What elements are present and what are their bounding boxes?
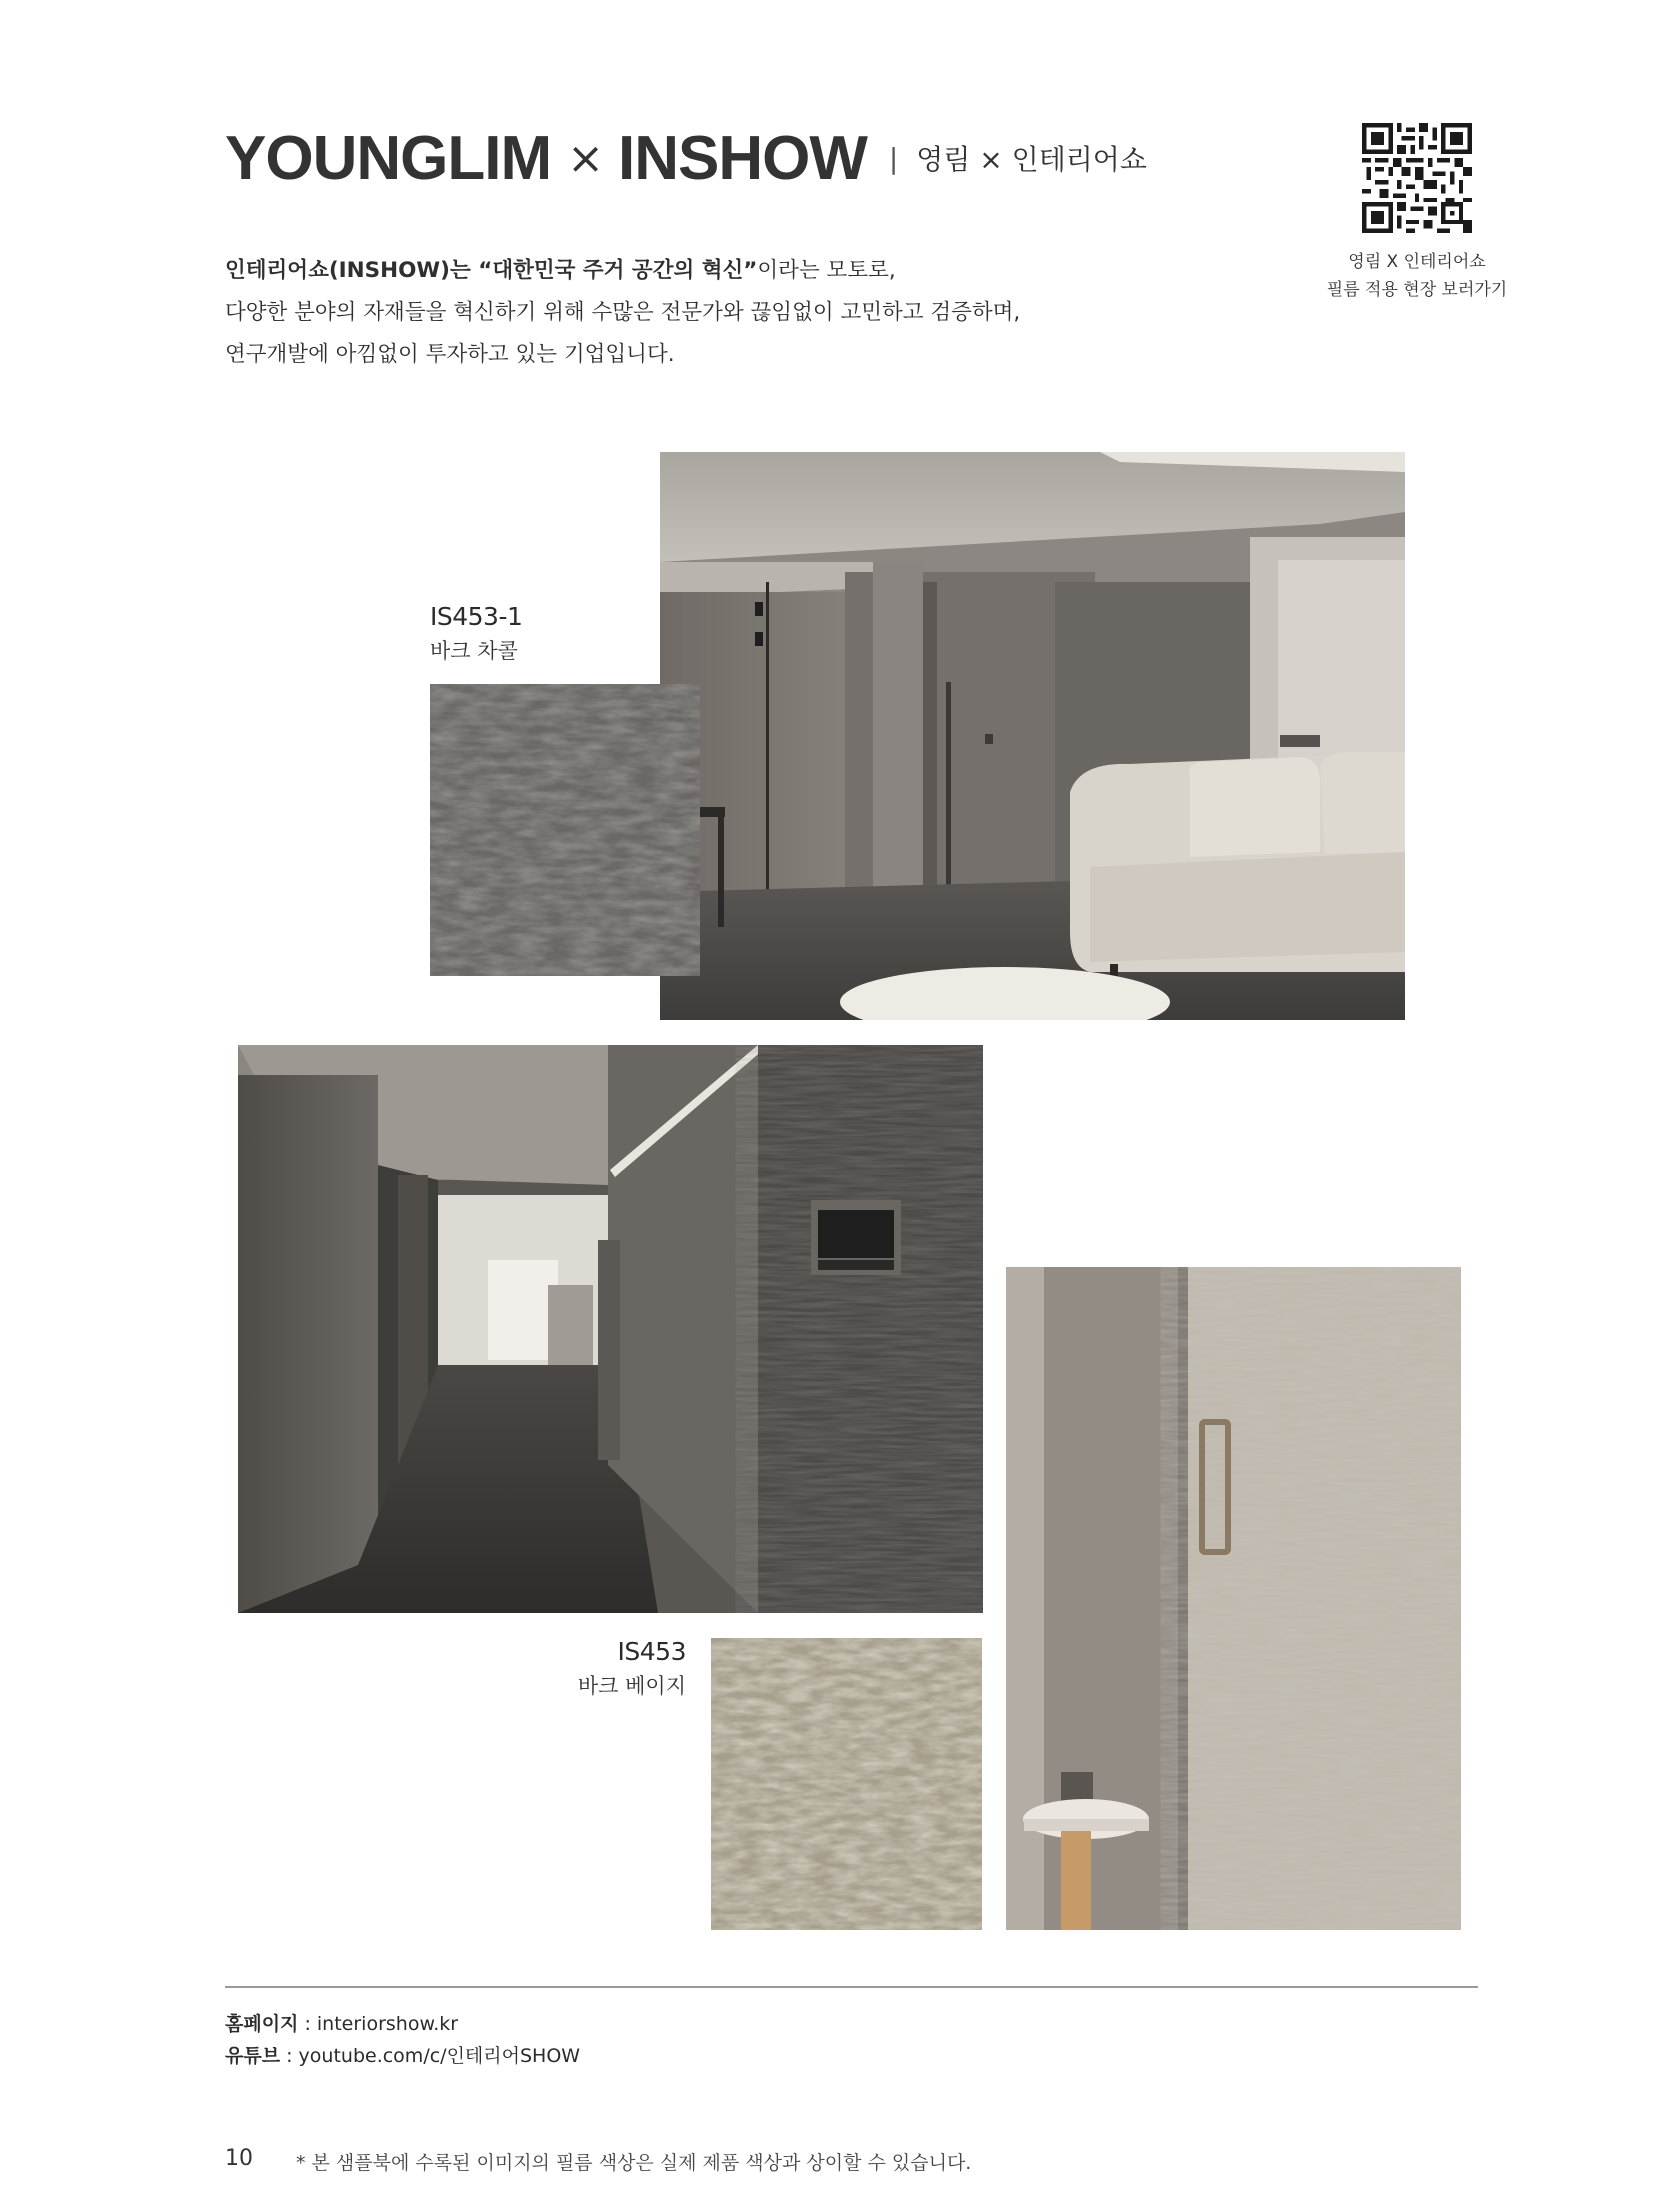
swatch-label-is453-1 — [430, 602, 522, 665]
swatch-sample-is453-1 — [430, 684, 700, 976]
swatch-label-is453 — [560, 1637, 686, 1700]
youtube-url[interactable]: : youtube.com/c/인테리어SHOW — [280, 2045, 581, 2067]
swatch-sample-is453 — [711, 1638, 982, 1930]
intro-company: 인테리어쇼(INSHOW)는 — [225, 258, 479, 283]
intro-line-1 — [225, 250, 1020, 292]
qr-code[interactable] — [1362, 123, 1472, 233]
homepage-line[interactable] — [225, 2008, 580, 2040]
homepage-label: 홈페이지 — [225, 2013, 299, 2035]
intro-line-2: 다양한 분야의 자재들을 혁신하기 위해 수많은 전문가와 끊임없이 고민하고 검증하며, — [225, 300, 1021, 325]
contact-info — [225, 2008, 580, 2072]
corridor-photo — [238, 1045, 983, 1613]
brand-korean-title: 영림 × 인테리어쇼 — [916, 143, 1147, 176]
youtube-label: 유튜브 — [225, 2045, 281, 2067]
swatch-name: 바크 차콜 — [430, 639, 518, 663]
intro-line-1-rest: 이라는 모토로, — [757, 258, 896, 283]
color-disclaimer: * 본 샘플북에 수록된 이미지의 필름 색상은 실제 제품 색상과 상이할 수 있습니다. — [296, 2152, 972, 2174]
brand-separator: | — [888, 141, 899, 175]
living-room-photo — [660, 452, 1405, 1020]
qr-caption — [1320, 248, 1514, 304]
page-number: 10 — [225, 2146, 253, 2171]
door-photo — [1006, 1267, 1461, 1930]
swatch-code: IS453 — [617, 1637, 686, 1666]
youtube-line[interactable] — [225, 2040, 580, 2072]
intro-line-3: 연구개발에 아낌없이 투자하고 있는 기업입니다. — [225, 342, 675, 367]
swatch-code: IS453-1 — [430, 602, 523, 631]
footer-divider — [225, 1986, 1478, 1988]
homepage-url[interactable]: : interiorshow.kr — [298, 2013, 459, 2035]
brand-title — [225, 118, 1147, 198]
qr-caption-line2: 필름 적용 현장 보러가기 — [1326, 280, 1508, 300]
brand-cross: × — [567, 132, 604, 184]
intro-motto: “대한민국 주거 공간의 혁신” — [478, 258, 758, 283]
intro-paragraph — [225, 250, 1020, 376]
brand-inshow: INSHOW — [617, 123, 867, 193]
brand-younglim: YOUNGLIM — [225, 123, 552, 193]
swatch-name: 바크 베이지 — [577, 1674, 686, 1698]
qr-caption-line1: 영림 X 인테리어쇼 — [1348, 252, 1486, 272]
